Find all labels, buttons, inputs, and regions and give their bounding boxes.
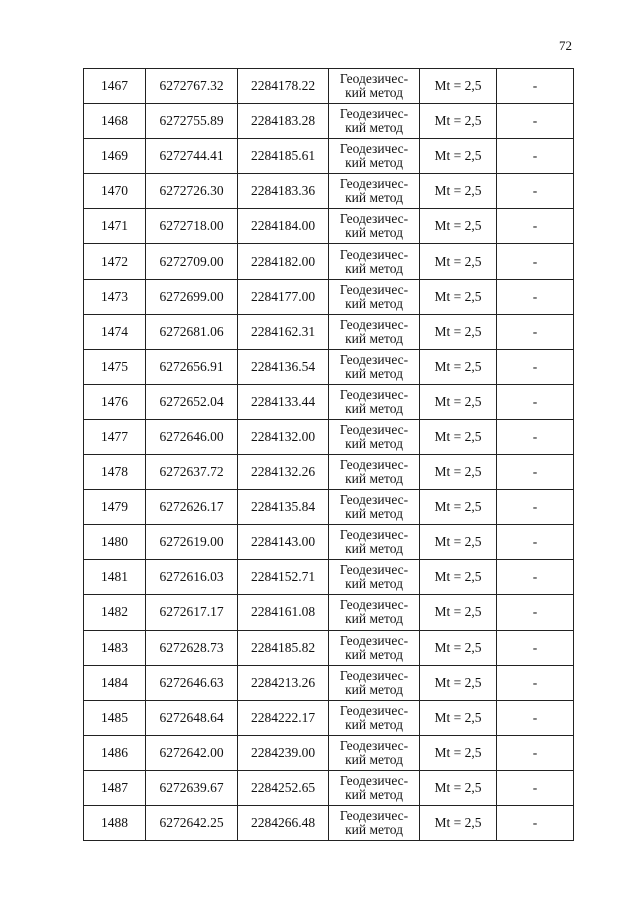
method-line-2: кий метод <box>345 751 403 767</box>
method-line-2: кий метод <box>345 295 403 311</box>
note-cell: - <box>497 735 574 770</box>
note-cell: - <box>497 595 574 630</box>
y-coordinate-cell: 2284239.00 <box>238 735 329 770</box>
accuracy-cell: Mt = 2,5 <box>420 174 497 209</box>
coordinates-table <box>83 68 574 841</box>
x-coordinate-cell: 6272637.72 <box>146 455 238 490</box>
method-cell <box>329 244 420 279</box>
point-number-cell: 1480 <box>84 525 146 560</box>
x-coordinate-cell: 6272628.73 <box>146 630 238 665</box>
accuracy-cell: Mt = 2,5 <box>420 735 497 770</box>
method-line-2: кий метод <box>345 120 403 136</box>
table-row <box>84 455 574 490</box>
y-coordinate-cell: 2284184.00 <box>238 209 329 244</box>
method-line-1: Геодезичес- <box>339 141 409 157</box>
method-line-2: кий метод <box>345 155 403 171</box>
point-number-cell: 1486 <box>84 735 146 770</box>
method-cell <box>329 630 420 665</box>
table-row <box>84 665 574 700</box>
y-coordinate-cell: 2284213.26 <box>238 665 329 700</box>
method-line-1: Геодезичес- <box>339 737 409 753</box>
point-number-cell: 1484 <box>84 665 146 700</box>
table-row <box>84 805 574 840</box>
method-line-1: Геодезичес- <box>339 702 409 718</box>
method-cell <box>329 700 420 735</box>
method-line-2: кий метод <box>345 541 403 557</box>
table-row <box>84 244 574 279</box>
x-coordinate-cell: 6272681.06 <box>146 314 238 349</box>
point-number-cell: 1488 <box>84 805 146 840</box>
x-coordinate-cell: 6272648.64 <box>146 700 238 735</box>
method-cell <box>329 104 420 139</box>
method-line-1: Геодезичес- <box>339 492 409 508</box>
note-cell: - <box>497 314 574 349</box>
method-line-1: Геодезичес- <box>339 71 409 87</box>
x-coordinate-cell: 6272642.00 <box>146 735 238 770</box>
method-line-1: Геодезичес- <box>339 597 409 613</box>
table-row <box>84 419 574 454</box>
method-cell <box>329 349 420 384</box>
x-coordinate-cell: 6272699.00 <box>146 279 238 314</box>
x-coordinate-cell: 6272656.91 <box>146 349 238 384</box>
x-coordinate-cell: 6272617.17 <box>146 595 238 630</box>
method-cell <box>329 490 420 525</box>
page-number: 72 <box>559 38 572 53</box>
method-line-1: Геодезичес- <box>339 351 409 367</box>
y-coordinate-cell: 2284182.00 <box>238 244 329 279</box>
y-coordinate-cell: 2284183.28 <box>238 104 329 139</box>
x-coordinate-cell: 6272616.03 <box>146 560 238 595</box>
table-row <box>84 525 574 560</box>
accuracy-cell: Mt = 2,5 <box>420 700 497 735</box>
accuracy-cell: Mt = 2,5 <box>420 139 497 174</box>
x-coordinate-cell: 6272767.32 <box>146 69 238 104</box>
method-line-2: кий метод <box>345 365 403 381</box>
table-row <box>84 700 574 735</box>
y-coordinate-cell: 2284266.48 <box>238 805 329 840</box>
y-coordinate-cell: 2284185.82 <box>238 630 329 665</box>
table-row <box>84 630 574 665</box>
y-coordinate-cell: 2284222.17 <box>238 700 329 735</box>
note-cell: - <box>497 174 574 209</box>
note-cell: - <box>497 630 574 665</box>
method-cell <box>329 279 420 314</box>
note-cell: - <box>497 209 574 244</box>
point-number-cell: 1483 <box>84 630 146 665</box>
y-coordinate-cell: 2284178.22 <box>238 69 329 104</box>
note-cell: - <box>497 665 574 700</box>
table-row <box>84 595 574 630</box>
note-cell: - <box>497 279 574 314</box>
point-number-cell: 1469 <box>84 139 146 174</box>
table-row <box>84 770 574 805</box>
accuracy-cell: Mt = 2,5 <box>420 69 497 104</box>
method-cell <box>329 805 420 840</box>
method-line-1: Геодезичес- <box>339 386 409 402</box>
x-coordinate-cell: 6272709.00 <box>146 244 238 279</box>
x-coordinate-cell: 6272646.00 <box>146 419 238 454</box>
method-cell <box>329 455 420 490</box>
accuracy-cell: Mt = 2,5 <box>420 314 497 349</box>
accuracy-cell: Mt = 2,5 <box>420 490 497 525</box>
point-number-cell: 1481 <box>84 560 146 595</box>
y-coordinate-cell: 2284183.36 <box>238 174 329 209</box>
method-cell <box>329 314 420 349</box>
method-line-1: Геодезичес- <box>339 281 409 297</box>
accuracy-cell: Mt = 2,5 <box>420 104 497 139</box>
note-cell: - <box>497 384 574 419</box>
table-body <box>84 69 574 841</box>
x-coordinate-cell: 6272639.67 <box>146 770 238 805</box>
method-line-2: кий метод <box>345 225 403 241</box>
note-cell: - <box>497 700 574 735</box>
point-number-cell: 1479 <box>84 490 146 525</box>
method-cell <box>329 69 420 104</box>
method-cell <box>329 209 420 244</box>
table-row <box>84 279 574 314</box>
x-coordinate-cell: 6272626.17 <box>146 490 238 525</box>
point-number-cell: 1477 <box>84 419 146 454</box>
accuracy-cell: Mt = 2,5 <box>420 384 497 419</box>
method-line-2: кий метод <box>345 786 403 802</box>
table-row <box>84 314 574 349</box>
y-coordinate-cell: 2284133.44 <box>238 384 329 419</box>
table-row <box>84 104 574 139</box>
method-line-2: кий метод <box>345 435 403 451</box>
method-line-2: кий метод <box>345 85 403 101</box>
method-cell <box>329 419 420 454</box>
method-cell <box>329 560 420 595</box>
y-coordinate-cell: 2284185.61 <box>238 139 329 174</box>
method-cell <box>329 139 420 174</box>
point-number-cell: 1474 <box>84 314 146 349</box>
note-cell: - <box>497 349 574 384</box>
accuracy-cell: Mt = 2,5 <box>420 244 497 279</box>
point-number-cell: 1471 <box>84 209 146 244</box>
method-line-1: Геодезичес- <box>339 211 409 227</box>
method-line-1: Геодезичес- <box>339 667 409 683</box>
table-row <box>84 139 574 174</box>
method-line-2: кий метод <box>345 646 403 662</box>
point-number-cell: 1487 <box>84 770 146 805</box>
method-line-2: кий метод <box>345 716 403 732</box>
point-number-cell: 1475 <box>84 349 146 384</box>
accuracy-cell: Mt = 2,5 <box>420 525 497 560</box>
method-line-2: кий метод <box>345 506 403 522</box>
method-cell <box>329 735 420 770</box>
y-coordinate-cell: 2284143.00 <box>238 525 329 560</box>
note-cell: - <box>497 560 574 595</box>
x-coordinate-cell: 6272755.89 <box>146 104 238 139</box>
method-line-1: Геодезичес- <box>339 246 409 262</box>
note-cell: - <box>497 104 574 139</box>
point-number-cell: 1476 <box>84 384 146 419</box>
accuracy-cell: Mt = 2,5 <box>420 349 497 384</box>
note-cell: - <box>497 490 574 525</box>
method-line-1: Геодезичес- <box>339 808 409 824</box>
table-row <box>84 735 574 770</box>
note-cell: - <box>497 139 574 174</box>
table-row <box>84 490 574 525</box>
x-coordinate-cell: 6272642.25 <box>146 805 238 840</box>
method-cell <box>329 770 420 805</box>
point-number-cell: 1467 <box>84 69 146 104</box>
method-line-1: Геодезичес- <box>339 562 409 578</box>
note-cell: - <box>497 244 574 279</box>
y-coordinate-cell: 2284132.26 <box>238 455 329 490</box>
method-line-2: кий метод <box>345 681 403 697</box>
y-coordinate-cell: 2284135.84 <box>238 490 329 525</box>
point-number-cell: 1482 <box>84 595 146 630</box>
accuracy-cell: Mt = 2,5 <box>420 770 497 805</box>
x-coordinate-cell: 6272619.00 <box>146 525 238 560</box>
method-cell <box>329 595 420 630</box>
method-cell <box>329 665 420 700</box>
method-line-1: Геодезичес- <box>339 527 409 543</box>
method-cell <box>329 525 420 560</box>
note-cell: - <box>497 770 574 805</box>
table-row <box>84 384 574 419</box>
table-row <box>84 349 574 384</box>
accuracy-cell: Mt = 2,5 <box>420 805 497 840</box>
point-number-cell: 1468 <box>84 104 146 139</box>
method-line-2: кий метод <box>345 260 403 276</box>
note-cell: - <box>497 805 574 840</box>
method-line-2: кий метод <box>345 611 403 627</box>
point-number-cell: 1478 <box>84 455 146 490</box>
accuracy-cell: Mt = 2,5 <box>420 630 497 665</box>
accuracy-cell: Mt = 2,5 <box>420 560 497 595</box>
method-line-1: Геодезичес- <box>339 772 409 788</box>
accuracy-cell: Mt = 2,5 <box>420 279 497 314</box>
method-line-2: кий метод <box>345 576 403 592</box>
note-cell: - <box>497 525 574 560</box>
y-coordinate-cell: 2284161.08 <box>238 595 329 630</box>
method-line-2: кий метод <box>345 822 403 838</box>
table-row <box>84 560 574 595</box>
point-number-cell: 1473 <box>84 279 146 314</box>
x-coordinate-cell: 6272652.04 <box>146 384 238 419</box>
method-line-1: Геодезичес- <box>339 316 409 332</box>
note-cell: - <box>497 69 574 104</box>
x-coordinate-cell: 6272646.63 <box>146 665 238 700</box>
method-line-2: кий метод <box>345 471 403 487</box>
accuracy-cell: Mt = 2,5 <box>420 595 497 630</box>
y-coordinate-cell: 2284132.00 <box>238 419 329 454</box>
method-line-1: Геодезичес- <box>339 106 409 122</box>
accuracy-cell: Mt = 2,5 <box>420 209 497 244</box>
method-line-1: Геодезичес- <box>339 457 409 473</box>
point-number-cell: 1472 <box>84 244 146 279</box>
method-line-2: кий метод <box>345 330 403 346</box>
y-coordinate-cell: 2284162.31 <box>238 314 329 349</box>
accuracy-cell: Mt = 2,5 <box>420 455 497 490</box>
method-line-1: Геодезичес- <box>339 421 409 437</box>
note-cell: - <box>497 455 574 490</box>
y-coordinate-cell: 2284177.00 <box>238 279 329 314</box>
method-cell <box>329 384 420 419</box>
table-row <box>84 69 574 104</box>
y-coordinate-cell: 2284152.71 <box>238 560 329 595</box>
method-cell <box>329 174 420 209</box>
x-coordinate-cell: 6272744.41 <box>146 139 238 174</box>
y-coordinate-cell: 2284136.54 <box>238 349 329 384</box>
method-line-2: кий метод <box>345 190 403 206</box>
table-row <box>84 174 574 209</box>
x-coordinate-cell: 6272726.30 <box>146 174 238 209</box>
method-line-1: Геодезичес- <box>339 176 409 192</box>
accuracy-cell: Mt = 2,5 <box>420 419 497 454</box>
point-number-cell: 1470 <box>84 174 146 209</box>
note-cell: - <box>497 419 574 454</box>
accuracy-cell: Mt = 2,5 <box>420 665 497 700</box>
y-coordinate-cell: 2284252.65 <box>238 770 329 805</box>
point-number-cell: 1485 <box>84 700 146 735</box>
table-row <box>84 209 574 244</box>
x-coordinate-cell: 6272718.00 <box>146 209 238 244</box>
method-line-1: Геодезичес- <box>339 632 409 648</box>
method-line-2: кий метод <box>345 400 403 416</box>
